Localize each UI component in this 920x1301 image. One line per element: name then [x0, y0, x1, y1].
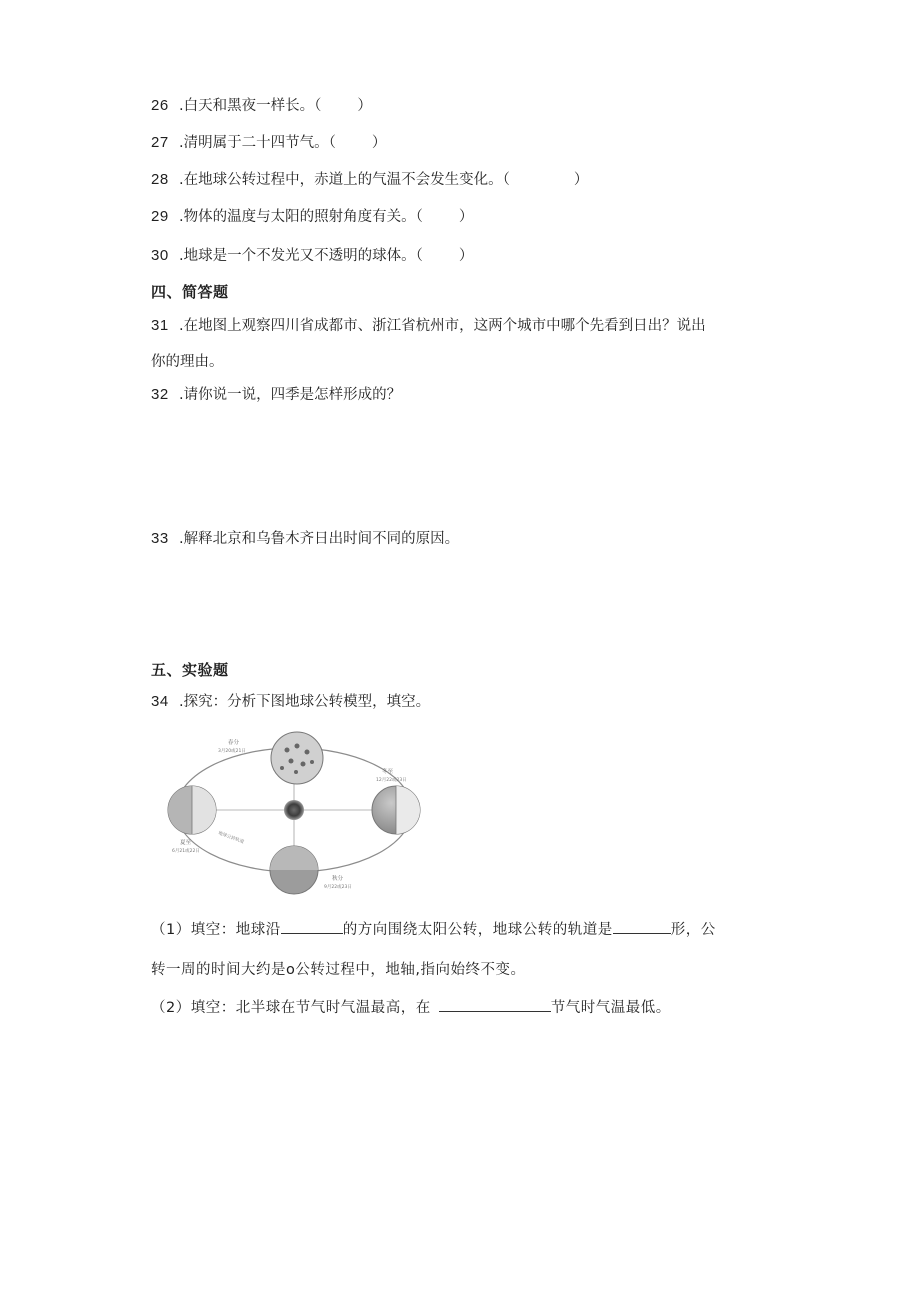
fill1-text-c: 形，公: [670, 922, 716, 938]
earth-autumn: [270, 846, 318, 894]
question-text: .请你说一说，四季是怎样形成的？: [179, 387, 402, 403]
question-text: .探究：分析下图地球公转模型，填空。: [179, 694, 431, 710]
winter-label: 冬至: [382, 769, 394, 775]
question-32: [151, 383, 401, 404]
close-paren: ）: [458, 248, 474, 264]
fill-question-2: [151, 996, 671, 1017]
question-number: 32: [151, 386, 169, 403]
question-number: 28: [151, 171, 169, 188]
spring-label: 春分: [228, 740, 240, 746]
orbit-label: 地球公转轨道: [217, 831, 245, 846]
question-29: [151, 205, 473, 226]
fill1-text-b: 的方向围绕太阳公转，地球公转的轨道是: [342, 922, 613, 938]
summer-label: 夏至: [180, 840, 192, 846]
earth-spring: [271, 732, 323, 784]
fill-question-1: [151, 918, 716, 939]
question-30: [151, 244, 473, 265]
close-paren: ）: [573, 172, 589, 188]
autumn-label: 秋分: [332, 876, 344, 882]
fill1-text-a: （1）填空：地球沿: [151, 922, 281, 938]
question-27: [151, 131, 386, 152]
earth-summer: [168, 786, 216, 834]
question-number: 26: [151, 97, 169, 114]
winter-date: 12月22或23日: [376, 778, 407, 783]
question-number: 27: [151, 134, 169, 151]
question-text: .在地图上观察四川省成都市、浙江省杭州市，这两个城市中哪个先看到日出？说出: [179, 318, 706, 334]
question-number: 30: [151, 247, 169, 264]
fill2-text-a: （2）填空：北半球在节气时气温最高，在: [151, 1000, 431, 1016]
question-text: .白天和黑夜一样长。（: [179, 98, 322, 114]
question-28: [151, 168, 588, 189]
question-text: .地球是一个不发光又不透明的球体。（: [179, 248, 423, 264]
fill1-blank-shape[interactable]: [613, 919, 671, 934]
question-text: .物体的温度与太阳的照射角度有关。（: [179, 209, 423, 225]
question-text: .解释北京和乌鲁木齐日出时间不同的原因。: [179, 531, 460, 547]
question-number: 29: [151, 208, 169, 225]
section-title-experiment: 五、实验题: [151, 661, 229, 679]
question-31-continuation: 你的理由。: [151, 354, 224, 370]
section-title-short-answer: 四、简答题: [151, 283, 229, 301]
question-number: 31: [151, 317, 169, 334]
close-paren: ）: [371, 135, 387, 151]
fill2-blank-solar-term[interactable]: [439, 997, 551, 1012]
fill-question-1-line-2: 转一周的时间大约是o公转过程中，地轴,指向始终不变。: [151, 962, 526, 978]
fill1-blank-direction[interactable]: [281, 919, 343, 934]
sun-icon: [284, 800, 304, 820]
close-paren: ）: [458, 209, 474, 225]
autumn-date: 9月22或23日: [324, 885, 352, 890]
close-paren: ）: [357, 98, 372, 114]
summer-date: 6月21或22日: [172, 849, 200, 854]
fill2-text-b: 节气时气温最低。: [550, 1000, 671, 1016]
earth-winter: [372, 786, 420, 834]
question-26: [151, 94, 372, 115]
spring-date: 3月20或21日: [218, 749, 246, 754]
question-31: [151, 314, 706, 335]
question-33: [151, 527, 459, 548]
question-text: .清明属于二十四节气。（: [179, 135, 336, 151]
question-34: [151, 690, 430, 711]
question-number: 34: [151, 693, 169, 710]
question-text: .在地球公转过程中，赤道上的气温不会发生变化。（: [179, 172, 510, 188]
question-number: 33: [151, 530, 169, 547]
earth-orbit-diagram: [160, 728, 430, 896]
